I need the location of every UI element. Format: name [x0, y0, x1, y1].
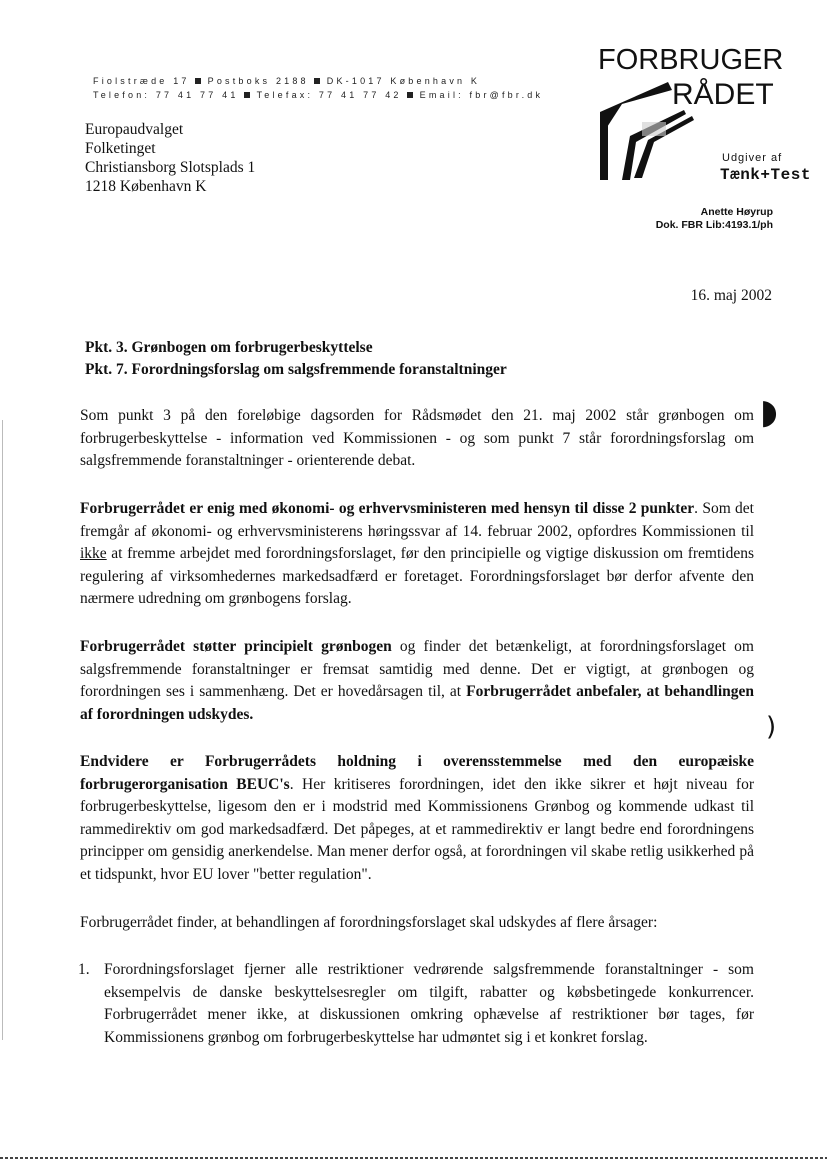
list-item-number: 1.	[78, 961, 90, 978]
subject-line-1: Pkt. 3. Grønbogen om forbrugerbeskyttelse	[85, 339, 373, 356]
paragraph-support: Forbrugerrådet støtter principielt grønbogen og finder det betænkeligt, at forordningsforslaget om salgsfremmende foranstaltninger er fremsat samtidig med denne. Det er vigtigt, at grønbogen og forordningen ses i sammenhæng. Det er hovedårsagen til, at Forbrugerrådet anbefaler, at behandlingen af forordningen udskydes.	[80, 638, 755, 723]
paragraph-bold-lead: Endvidere er Forbrugerrådets holdning i overensstemmelse med den europæiske forbrugerorganisation BEUC's	[80, 753, 754, 793]
scan-bottom-edge	[0, 1157, 827, 1159]
sender-fax: Telefax: 77 41 77 42	[256, 90, 402, 100]
bullet-square-icon	[407, 92, 413, 98]
bullet-square-icon	[195, 78, 201, 84]
bullet-square-icon	[244, 92, 250, 98]
publisher-caption: Udgiver af	[722, 152, 783, 164]
paragraph-text: Forbrugerrådet finder, at behandlingen af forordningsforslaget skal udskydes af flere årsager:	[80, 914, 658, 931]
recipient-line: Europaudvalget	[85, 121, 184, 138]
subject-block	[85, 337, 507, 381]
bullet-square-icon	[314, 78, 320, 84]
list-item	[78, 959, 754, 1049]
taenk-test-brand: Tænk+Test	[720, 166, 811, 184]
paragraph-agreement: Forbrugerrådet er enig med økonomi- og erhvervsministeren med hensyn til disse 2 punkter. Som det fremgår af økonomi- og erhvervsministerens høringssvar af 14. februar 2002, opfordres Kommissionen til ikke at fremme arbejdet med forordningsforslaget, før den principielle og vigtige diskussion om fremtidens regulering af virksomhedernes markedsadfærd er foretaget. Forordningsforslaget bør derfor afvente den nærmere udredning om grønbogens forslag.	[80, 500, 754, 607]
forbrugerraadet-logo-icon	[594, 78, 704, 188]
paragraph-beuc: Endvidere er Forbrugerrådets holdning i overensstemmelse med den europæiske forbrugerorganisation BEUC's. Her kritiseres forordningen, idet den ikke sikrer et højt niveau for forbrugerbeskyttelse, ligesom den er i modstrid med Kommissionens Grønbog og kommende udkast til rammedirektiv om god markedsadfærd. Det påpeges, at et rammedirektiv er langt bedre end forordningens principper om gensidig anerkendelse. Man mener derfor også, at forordningen vil skabe retlig usikkerhed på et tidspunkt, hvor EU lover "better regulation".	[80, 753, 754, 883]
paragraph-bold-recommendation: Forbrugerrådet anbefaler, at behandlingen af forordningen udskydes.	[80, 683, 755, 723]
paragraph-bold-lead: Forbrugerrådet støtter principielt grønbogen	[80, 638, 392, 655]
reasons-list	[78, 959, 754, 1049]
author-name: Anette Høyrup	[700, 206, 773, 218]
sender-street: Fiolstræde 17	[93, 76, 190, 86]
letter-date: 16. maj 2002	[690, 287, 772, 304]
subject-line-2: Pkt. 7. Forordningsforslag om salgsfremmende foranstaltninger	[85, 361, 507, 378]
paragraph-bold-lead: Forbrugerrådet er enig med økonomi- og erhvervsministeren med hensyn til disse 2 punkter	[80, 500, 695, 517]
logo-wordmark-top: FORBRUGER	[598, 44, 784, 76]
sender-address-line	[93, 76, 480, 86]
paragraph-agenda	[80, 405, 754, 473]
recipient-line: Folketinget	[85, 140, 156, 157]
paragraph-reasons-intro	[80, 912, 754, 935]
punch-hole-mark-icon: ◗	[760, 392, 778, 432]
punch-hole-mark-icon: )	[766, 712, 777, 742]
recipient-line: Christiansborg Slotsplads 1	[85, 159, 256, 176]
list-item-text: Forordningsforslaget fjerner alle restriktioner vedrørende salgsfremmende foranstaltninger - som eksempelvis de danske beskyttelsesregler om tilgift, rabatter og købsbetingede konkurrencer. Forbrugerrådet mener ikke, at diskussionen omkring ophævelse af restriktioner bør tages, før Kommissionens grønbog om forbrugerbeskyttelse har udmøntet sig i et konkret forslag.	[104, 961, 754, 1046]
recipient-line: 1218 København K	[85, 178, 207, 195]
logo-wordmark-bottom: RÅDET	[672, 78, 774, 111]
document-reference	[656, 206, 773, 232]
recipient-address	[85, 120, 255, 196]
document-id: Dok. FBR Lib:4193.1/ph	[655, 219, 773, 231]
sender-phone: Telefon: 77 41 77 41	[93, 90, 239, 100]
sender-contact-line	[93, 90, 543, 100]
scan-edge-line	[2, 420, 3, 1040]
underlined-word: ikke	[80, 545, 107, 562]
sender-city: DK-1017 København K	[326, 76, 481, 86]
sender-postbox: Postboks 2188	[207, 76, 309, 86]
sender-email: Email: fbr@fbr.dk	[419, 90, 544, 100]
paragraph-text: Som punkt 3 på den foreløbige dagsorden for Rådsmødet den 21. maj 2002 står grønbogen om forbrugerbeskyttelse - information ved Kommissionen - og som punkt 7 står forordningsforslag om salgsfremmende foranstaltninger - orienterende debat.	[80, 407, 754, 469]
